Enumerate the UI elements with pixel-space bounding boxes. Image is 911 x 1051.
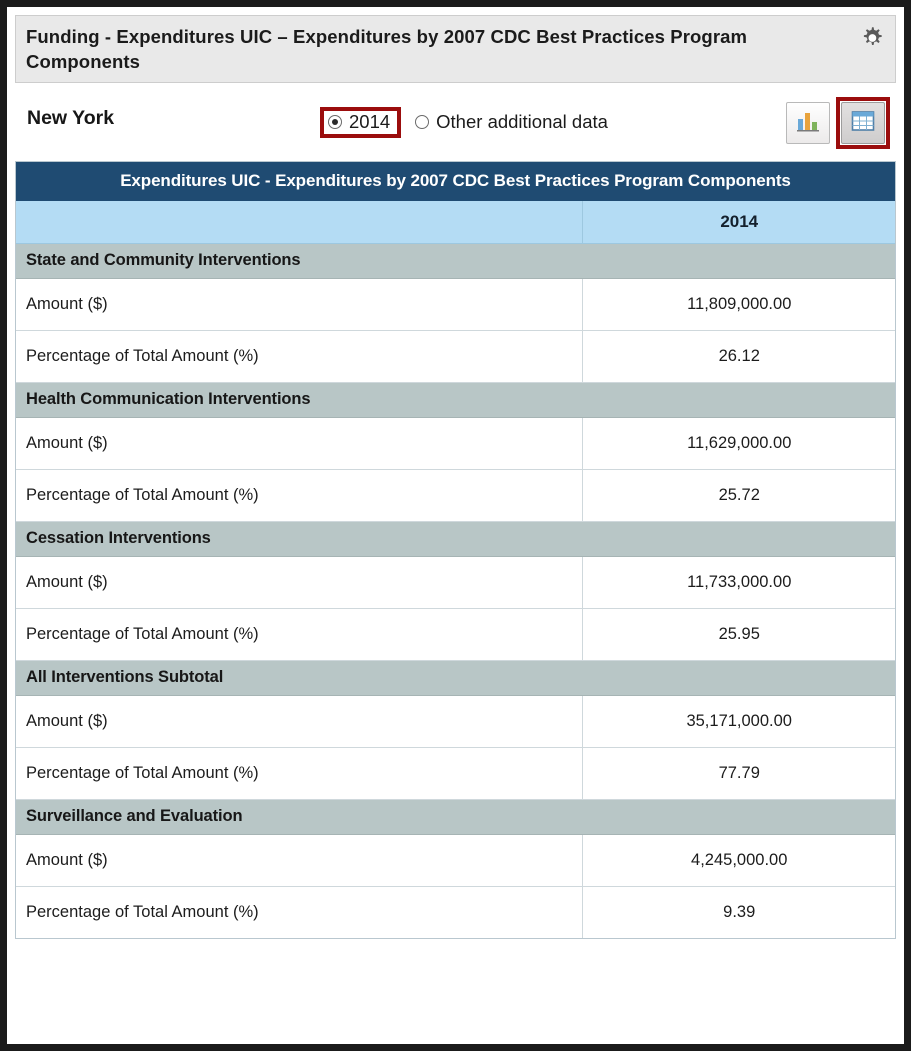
row-label: Percentage of Total Amount (%) xyxy=(16,609,583,661)
table-title: Expenditures UIC - Expenditures by 2007 CDC Best Practices Program Components xyxy=(16,162,895,201)
row-label: Percentage of Total Amount (%) xyxy=(16,470,583,522)
row-label: Percentage of Total Amount (%) xyxy=(16,887,583,939)
row-value: 77.79 xyxy=(583,748,895,800)
row-value: 9.39 xyxy=(583,887,895,939)
row-label: Amount ($) xyxy=(16,418,583,470)
row-label: Amount ($) xyxy=(16,835,583,887)
row-value: 11,733,000.00 xyxy=(583,557,895,609)
group-label: Health Communication Interventions xyxy=(16,383,895,418)
radio-option-other-label: Other additional data xyxy=(436,111,608,132)
row-value: 26.12 xyxy=(583,331,895,383)
row-label: Amount ($) xyxy=(16,279,583,331)
page-title: Funding - Expenditures UIC – Expenditures by 2007 CDC Best Practices Program Components xyxy=(26,26,748,72)
group-label: Surveillance and Evaluation xyxy=(16,800,895,835)
row-value: 25.95 xyxy=(583,609,895,661)
row-label: Amount ($) xyxy=(16,696,583,748)
row-value: 25.72 xyxy=(583,470,895,522)
group-label: State and Community Interventions xyxy=(16,244,895,279)
row-value: 11,809,000.00 xyxy=(583,279,895,331)
radio-option-2014-label: 2014 xyxy=(349,110,391,132)
state-label: New York xyxy=(27,107,115,129)
row-value: 11,629,000.00 xyxy=(583,418,895,470)
group-label: All Interventions Subtotal xyxy=(16,661,895,696)
row-value: 4,245,000.00 xyxy=(583,835,895,887)
row-label: Percentage of Total Amount (%) xyxy=(16,331,583,383)
row-label: Amount ($) xyxy=(16,557,583,609)
group-label: Cessation Interventions xyxy=(16,522,895,557)
column-header-year: 2014 xyxy=(583,201,895,244)
row-value: 35,171,000.00 xyxy=(583,696,895,748)
row-label: Percentage of Total Amount (%) xyxy=(16,748,583,800)
